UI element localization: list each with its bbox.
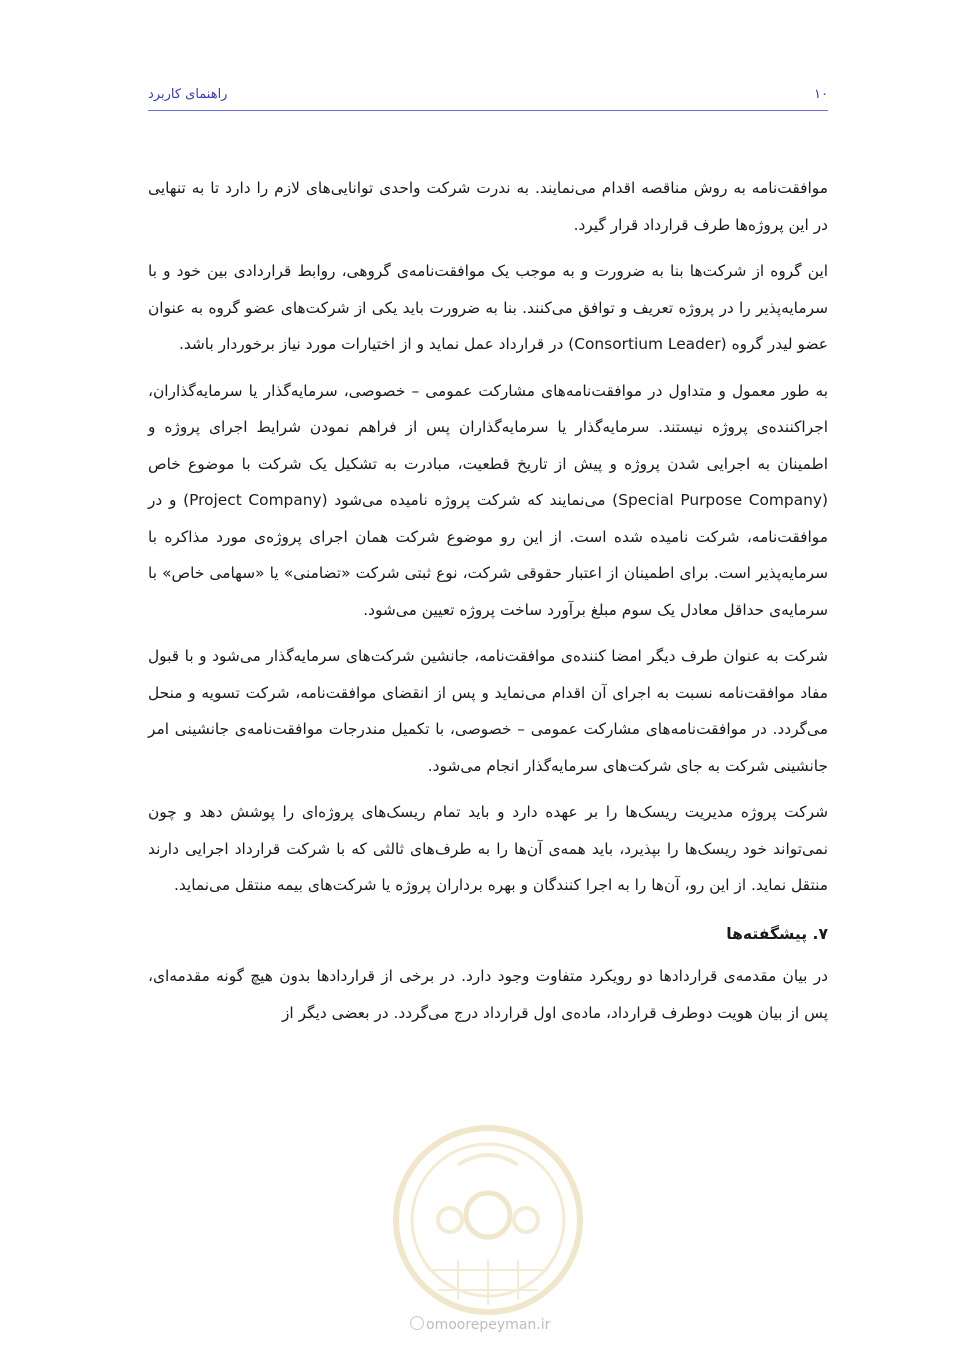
document-body: [148, 170, 828, 1041]
globe-icon: [410, 1316, 424, 1330]
paragraph-3: به طور معمول و متداول در موافقت‌نامه‌های مشارکت عمومی – خصوصی، سرمایه‌گذار یا سرمایه‌گذاران، اجراکننده‌ی پروژه نیستند. سرمایه‌گذار یا سرمایه‌گذاران پس از فراهم نمودن شرایط اجرای پروژه و اطمینان به اجرایی شدن پروژه و پیش از تاریخ قطعیت، مبادرت به تشکیل یک شرکت با موضوع خاص (Special Purpose Company) می‌نمایند که شرکت پروژه نامیده می‌شود (Project Company) و در موافقت‌نامه، شرکت نامیده شده است. از این رو موضوع شرکت همان اجرای پروژه‌ی مورد مذاکره با سرمایه‌پذیر است. برای اطمینان از اعتبار حقوقی شرکت، نوع ثبتی شرکت «تضامنی» یا «سهامی خاص» با سرمایه‌ی حداقل معادل یک سوم مبلغ برآورد ساخت پروژه تعیین می‌شود.: [148, 381, 828, 619]
page-header: [148, 84, 828, 111]
paragraph-5: شرکت پروژه مدیریت ریسک‌ها را بر عهده دارد و باید تمام ریسک‌های پروژه‌ای را پوشش دهد و چون نمی‌تواند خود ریسک‌ها را بپذیرد، باید همه‌ی آن‌ها را به طرف‌های ثالثی که با شرکت قرارداد اجرایی دارند منتقل نماید. از این رو، آن‌ها را به اجرا کنندگان و بهره برداران پروژه یا شرکت‌های بیمه منتقل می‌نماید.: [148, 803, 828, 894]
footer-site-text: omoorepeyman.ir: [426, 1317, 551, 1333]
paragraph-2: این گروه از شرکت‌ها بنا به ضرورت و به موجب یک موافقت‌نامه‌ی گروهی، روابط قراردادی بین خود و با سرمایه‌پذیر را در پروژه تعریف و توافق می‌کنند. بنا به ضرورت باید یکی از شرکت‌های عضو گروه به عنوان عضو لیدر گروه (Consortium Leader) در قرارداد عمل نماید و از اختیارات مورد نیاز برخوردار باشد.: [148, 262, 828, 353]
running-title: راهنمای کاربرد: [148, 87, 228, 102]
footer-site: [410, 1316, 550, 1333]
paragraph-1: موافقت‌نامه به روش مناقصه اقدام می‌نمایند. به ندرت شرکت واحدی توانایی‌های لازم را دارد تا به تنهایی در این پروژه‌ها طرف قرارداد قرار گیرد.: [148, 179, 828, 234]
section-paragraph: در بیان مقدمه‌ی قراردادها دو رویکرد متفاوت وجود دارد. در برخی از قراردادها بدون هیچ گونه مقدمه‌ای، پس از بیان هویت دوطرف قرارداد، ماده‌ی اول قرارداد درج می‌گردد. در بعضی دیگر از: [148, 967, 828, 1022]
page-number: ۱۰: [814, 87, 828, 102]
paragraph-4: شرکت به عنوان طرف دیگر امضا کننده‌ی موافقت‌نامه، جانشین شرکت‌های سرمایه‌گذار می‌شود و با قبول مفاد موافقت‌نامه نسبت به اجرای آن اقدام می‌نماید و پس از انقضای موافقت‌نامه، شرکت تسویه و منحل می‌گردد. در موافقت‌نامه‌های مشارکت عمومی – خصوصی، با تکمیل مندرجات موافقت‌نامه‌ی جانشینی امر جانشینی شرکت به جای شرکت‌های سرمایه‌گذار انجام می‌شود.: [148, 647, 828, 775]
watermark-seal-icon: [388, 1120, 588, 1320]
section-heading: ۷. پیشگفته‌ها: [726, 924, 828, 943]
